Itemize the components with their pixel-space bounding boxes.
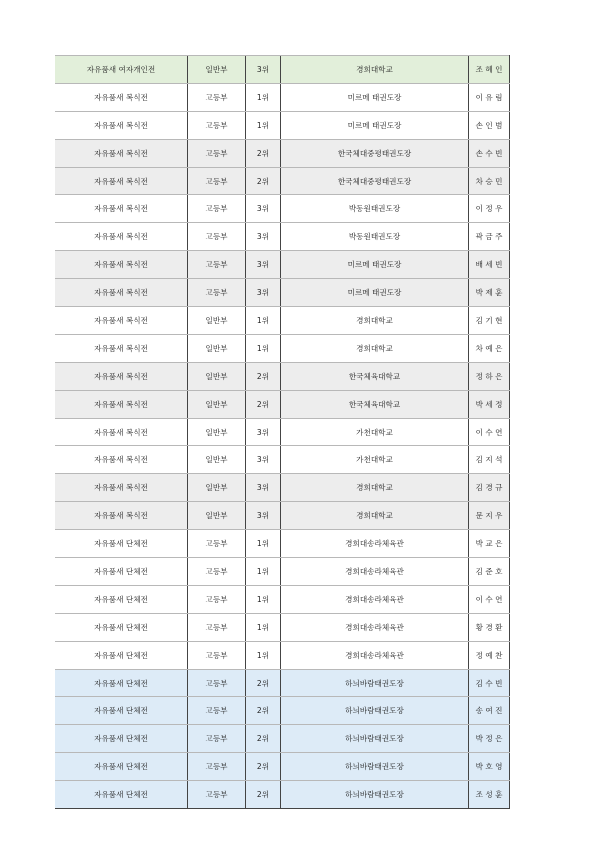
table-row <box>55 56 510 84</box>
athlete-name-cell: 이 정 우 <box>469 195 510 223</box>
event-cell: 자유품새 복식전 <box>55 390 188 418</box>
event-cell: 자유품새 복식전 <box>55 83 188 111</box>
rank-cell: 1위 <box>246 307 281 335</box>
athlete-name-cell: 박 호 영 <box>469 753 510 781</box>
event-cell: 자유품새 복식전 <box>55 502 188 530</box>
rank-cell: 2위 <box>246 781 281 809</box>
event-cell: 자유품새 단체전 <box>55 753 188 781</box>
division-cell: 고등부 <box>188 111 246 139</box>
rank-cell: 1위 <box>246 83 281 111</box>
team-cell: 경희대학교 <box>281 307 469 335</box>
division-cell: 고등부 <box>188 167 246 195</box>
division-cell: 고등부 <box>188 83 246 111</box>
rank-cell: 1위 <box>246 585 281 613</box>
team-cell: 하늬바람태권도장 <box>281 753 469 781</box>
division-cell: 고등부 <box>188 139 246 167</box>
table-row <box>55 362 510 390</box>
event-cell: 자유품새 단체전 <box>55 613 188 641</box>
division-cell: 고등부 <box>188 279 246 307</box>
rank-cell: 1위 <box>246 111 281 139</box>
rank-cell: 1위 <box>246 613 281 641</box>
event-cell: 자유품새 단체전 <box>55 697 188 725</box>
athlete-name-cell: 손 인 범 <box>469 111 510 139</box>
team-cell: 하늬바람태권도장 <box>281 725 469 753</box>
table-row <box>55 697 510 725</box>
table-row <box>55 167 510 195</box>
team-cell: 가천대학교 <box>281 418 469 446</box>
rank-cell: 3위 <box>246 251 281 279</box>
rank-cell: 2위 <box>246 139 281 167</box>
table-row <box>55 753 510 781</box>
team-cell: 미르메 태권도장 <box>281 251 469 279</box>
table-row <box>55 223 510 251</box>
team-cell: 경희대송라체육관 <box>281 641 469 669</box>
division-cell: 고등부 <box>188 697 246 725</box>
team-cell: 경희대학교 <box>281 502 469 530</box>
table-row <box>55 474 510 502</box>
rank-cell: 2위 <box>246 669 281 697</box>
event-cell: 자유품새 단체전 <box>55 530 188 558</box>
athlete-name-cell: 차 승 민 <box>469 167 510 195</box>
athlete-name-cell: 김 경 규 <box>469 474 510 502</box>
team-cell: 미르메 태권도장 <box>281 83 469 111</box>
table-row <box>55 195 510 223</box>
athlete-name-cell: 이 수 연 <box>469 418 510 446</box>
table-row <box>55 502 510 530</box>
rank-cell: 1위 <box>246 558 281 586</box>
division-cell: 일반부 <box>188 446 246 474</box>
division-cell: 고등부 <box>188 781 246 809</box>
table-row <box>55 139 510 167</box>
table-row <box>55 334 510 362</box>
rank-cell: 1위 <box>246 334 281 362</box>
team-cell: 하늬바람태권도장 <box>281 669 469 697</box>
team-cell: 경희대송라체육관 <box>281 613 469 641</box>
event-cell: 자유품새 여자개인전 <box>55 56 188 84</box>
division-cell: 고등부 <box>188 753 246 781</box>
event-cell: 자유품새 단체전 <box>55 558 188 586</box>
rank-cell: 1위 <box>246 530 281 558</box>
athlete-name-cell: 박 정 은 <box>469 725 510 753</box>
team-cell: 미르메 태권도장 <box>281 111 469 139</box>
table-row <box>55 418 510 446</box>
rank-cell: 1위 <box>246 641 281 669</box>
table-row <box>55 251 510 279</box>
division-cell: 일반부 <box>188 418 246 446</box>
event-cell: 자유품새 복식전 <box>55 279 188 307</box>
team-cell: 하늬바람태권도장 <box>281 781 469 809</box>
team-cell: 가천대학교 <box>281 446 469 474</box>
event-cell: 자유품새 단체전 <box>55 669 188 697</box>
rank-cell: 2위 <box>246 725 281 753</box>
results-table <box>55 55 510 809</box>
rank-cell: 3위 <box>246 223 281 251</box>
team-cell: 미르메 태권도장 <box>281 279 469 307</box>
table-row <box>55 613 510 641</box>
rank-cell: 3위 <box>246 279 281 307</box>
table-row <box>55 446 510 474</box>
athlete-name-cell: 송 여 진 <box>469 697 510 725</box>
division-cell: 고등부 <box>188 585 246 613</box>
team-cell: 경희대학교 <box>281 474 469 502</box>
rank-cell: 3위 <box>246 418 281 446</box>
athlete-name-cell: 배 세 빈 <box>469 251 510 279</box>
athlete-name-cell: 손 수 빈 <box>469 139 510 167</box>
event-cell: 자유품새 복식전 <box>55 167 188 195</box>
team-cell: 경희대송라체육관 <box>281 585 469 613</box>
athlete-name-cell: 박 제 훈 <box>469 279 510 307</box>
athlete-name-cell: 이 유 림 <box>469 83 510 111</box>
event-cell: 자유품새 복식전 <box>55 111 188 139</box>
event-cell: 자유품새 단체전 <box>55 585 188 613</box>
event-cell: 자유품새 복식전 <box>55 251 188 279</box>
rank-cell: 2위 <box>246 753 281 781</box>
athlete-name-cell: 김 기 현 <box>469 307 510 335</box>
rank-cell: 3위 <box>246 446 281 474</box>
table-row <box>55 111 510 139</box>
division-cell: 고등부 <box>188 641 246 669</box>
event-cell: 자유품새 단체전 <box>55 781 188 809</box>
division-cell: 고등부 <box>188 725 246 753</box>
athlete-name-cell: 김 준 호 <box>469 558 510 586</box>
table-row <box>55 669 510 697</box>
division-cell: 일반부 <box>188 334 246 362</box>
athlete-name-cell: 박 교 은 <box>469 530 510 558</box>
athlete-name-cell: 정 하 은 <box>469 362 510 390</box>
division-cell: 고등부 <box>188 558 246 586</box>
table-row <box>55 558 510 586</box>
event-cell: 자유품새 복식전 <box>55 362 188 390</box>
athlete-name-cell: 곽 금 주 <box>469 223 510 251</box>
table-row <box>55 530 510 558</box>
event-cell: 자유품새 복식전 <box>55 139 188 167</box>
athlete-name-cell: 조 혜 인 <box>469 56 510 84</box>
athlete-name-cell: 김 지 석 <box>469 446 510 474</box>
athlete-name-cell: 차 예 은 <box>469 334 510 362</box>
division-cell: 일반부 <box>188 362 246 390</box>
table-row <box>55 83 510 111</box>
event-cell: 자유품새 복식전 <box>55 474 188 502</box>
athlete-name-cell: 황 경 환 <box>469 613 510 641</box>
division-cell: 일반부 <box>188 502 246 530</box>
event-cell: 자유품새 복식전 <box>55 223 188 251</box>
team-cell: 한국체대중평태권도장 <box>281 139 469 167</box>
rank-cell: 3위 <box>246 56 281 84</box>
table-row <box>55 307 510 335</box>
table-row <box>55 781 510 809</box>
team-cell: 한국체육대학교 <box>281 362 469 390</box>
athlete-name-cell: 김 수 빈 <box>469 669 510 697</box>
team-cell: 하늬바람태권도장 <box>281 697 469 725</box>
event-cell: 자유품새 복식전 <box>55 334 188 362</box>
team-cell: 경희대학교 <box>281 56 469 84</box>
team-cell: 박동원태권도장 <box>281 195 469 223</box>
division-cell: 일반부 <box>188 56 246 84</box>
results-body <box>55 56 510 809</box>
table-row <box>55 585 510 613</box>
rank-cell: 2위 <box>246 390 281 418</box>
division-cell: 고등부 <box>188 530 246 558</box>
athlete-name-cell: 문 지 우 <box>469 502 510 530</box>
rank-cell: 2위 <box>246 697 281 725</box>
team-cell: 한국체대중평태권도장 <box>281 167 469 195</box>
division-cell: 고등부 <box>188 223 246 251</box>
event-cell: 자유품새 단체전 <box>55 641 188 669</box>
event-cell: 자유품새 복식전 <box>55 446 188 474</box>
table-row <box>55 279 510 307</box>
division-cell: 일반부 <box>188 390 246 418</box>
athlete-name-cell: 정 예 찬 <box>469 641 510 669</box>
rank-cell: 3위 <box>246 195 281 223</box>
event-cell: 자유품새 단체전 <box>55 725 188 753</box>
event-cell: 자유품새 복식전 <box>55 195 188 223</box>
team-cell: 한국체육대학교 <box>281 390 469 418</box>
athlete-name-cell: 조 성 훈 <box>469 781 510 809</box>
division-cell: 일반부 <box>188 307 246 335</box>
table-row <box>55 725 510 753</box>
division-cell: 일반부 <box>188 474 246 502</box>
team-cell: 경희대송라체육관 <box>281 530 469 558</box>
division-cell: 고등부 <box>188 669 246 697</box>
division-cell: 고등부 <box>188 195 246 223</box>
team-cell: 경희대학교 <box>281 334 469 362</box>
table-row <box>55 641 510 669</box>
table-row <box>55 390 510 418</box>
rank-cell: 2위 <box>246 167 281 195</box>
rank-cell: 3위 <box>246 474 281 502</box>
team-cell: 박동원태권도장 <box>281 223 469 251</box>
division-cell: 고등부 <box>188 613 246 641</box>
event-cell: 자유품새 복식전 <box>55 307 188 335</box>
rank-cell: 3위 <box>246 502 281 530</box>
athlete-name-cell: 박 세 정 <box>469 390 510 418</box>
athlete-name-cell: 이 수 연 <box>469 585 510 613</box>
rank-cell: 2위 <box>246 362 281 390</box>
event-cell: 자유품새 복식전 <box>55 418 188 446</box>
division-cell: 고등부 <box>188 251 246 279</box>
team-cell: 경희대송라체육관 <box>281 558 469 586</box>
